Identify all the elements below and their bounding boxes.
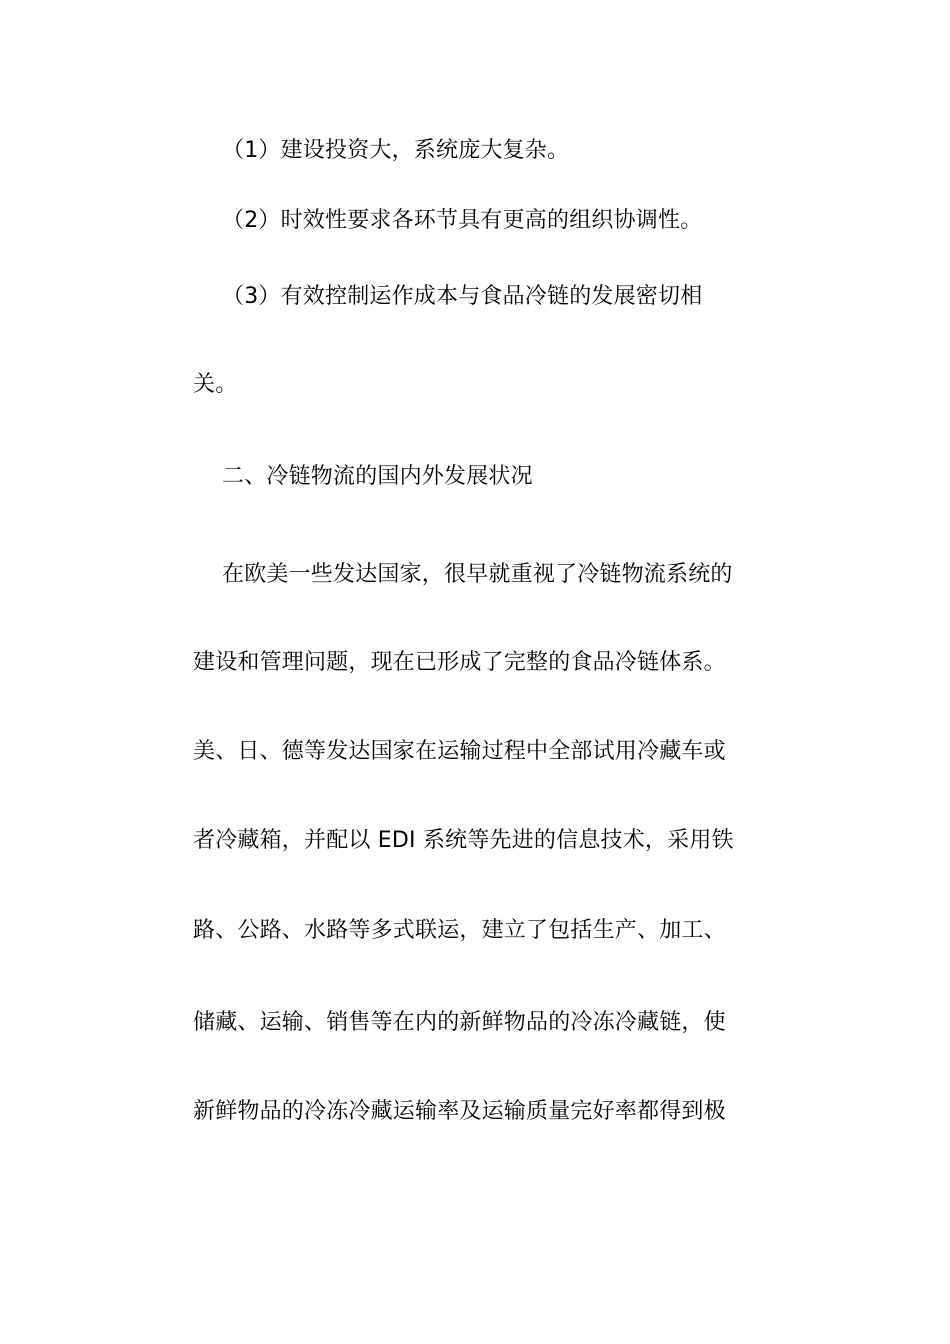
paragraph-line: 新鲜物品的冷冻冷藏运输率及运输质量完好率都得到极	[193, 1099, 726, 1124]
paragraph-line: 建设和管理问题，现在已形成了完整的食品冷链体系。	[193, 650, 726, 675]
list-item-3-continuation: 关。	[193, 372, 238, 397]
paragraph-line: 在欧美一些发达国家，很早就重视了冷链物流系统的	[222, 562, 733, 587]
paragraph-line: 美、日、德等发达国家在运输过程中全部试用冷藏车或	[193, 739, 726, 764]
list-item-3: （3）有效控制运作成本与食品冷链的发展密切相	[222, 284, 703, 309]
list-item-2: （2）时效性要求各环节具有更高的组织协调性。	[222, 208, 703, 233]
paragraph-line: 者冷藏箱，并配以 EDI 系统等先进的信息技术，采用铁	[193, 828, 734, 853]
section-heading: 二、冷链物流的国内外发展状况	[222, 464, 533, 489]
paragraph-line: 储藏、运输、销售等在内的新鲜物品的冷冻冷藏链，使	[193, 1010, 726, 1035]
paragraph-line: 路、公路、水路等多式联运，建立了包括生产、加工、	[193, 918, 726, 943]
list-item-1: （1）建设投资大，系统庞大复杂。	[222, 138, 570, 163]
